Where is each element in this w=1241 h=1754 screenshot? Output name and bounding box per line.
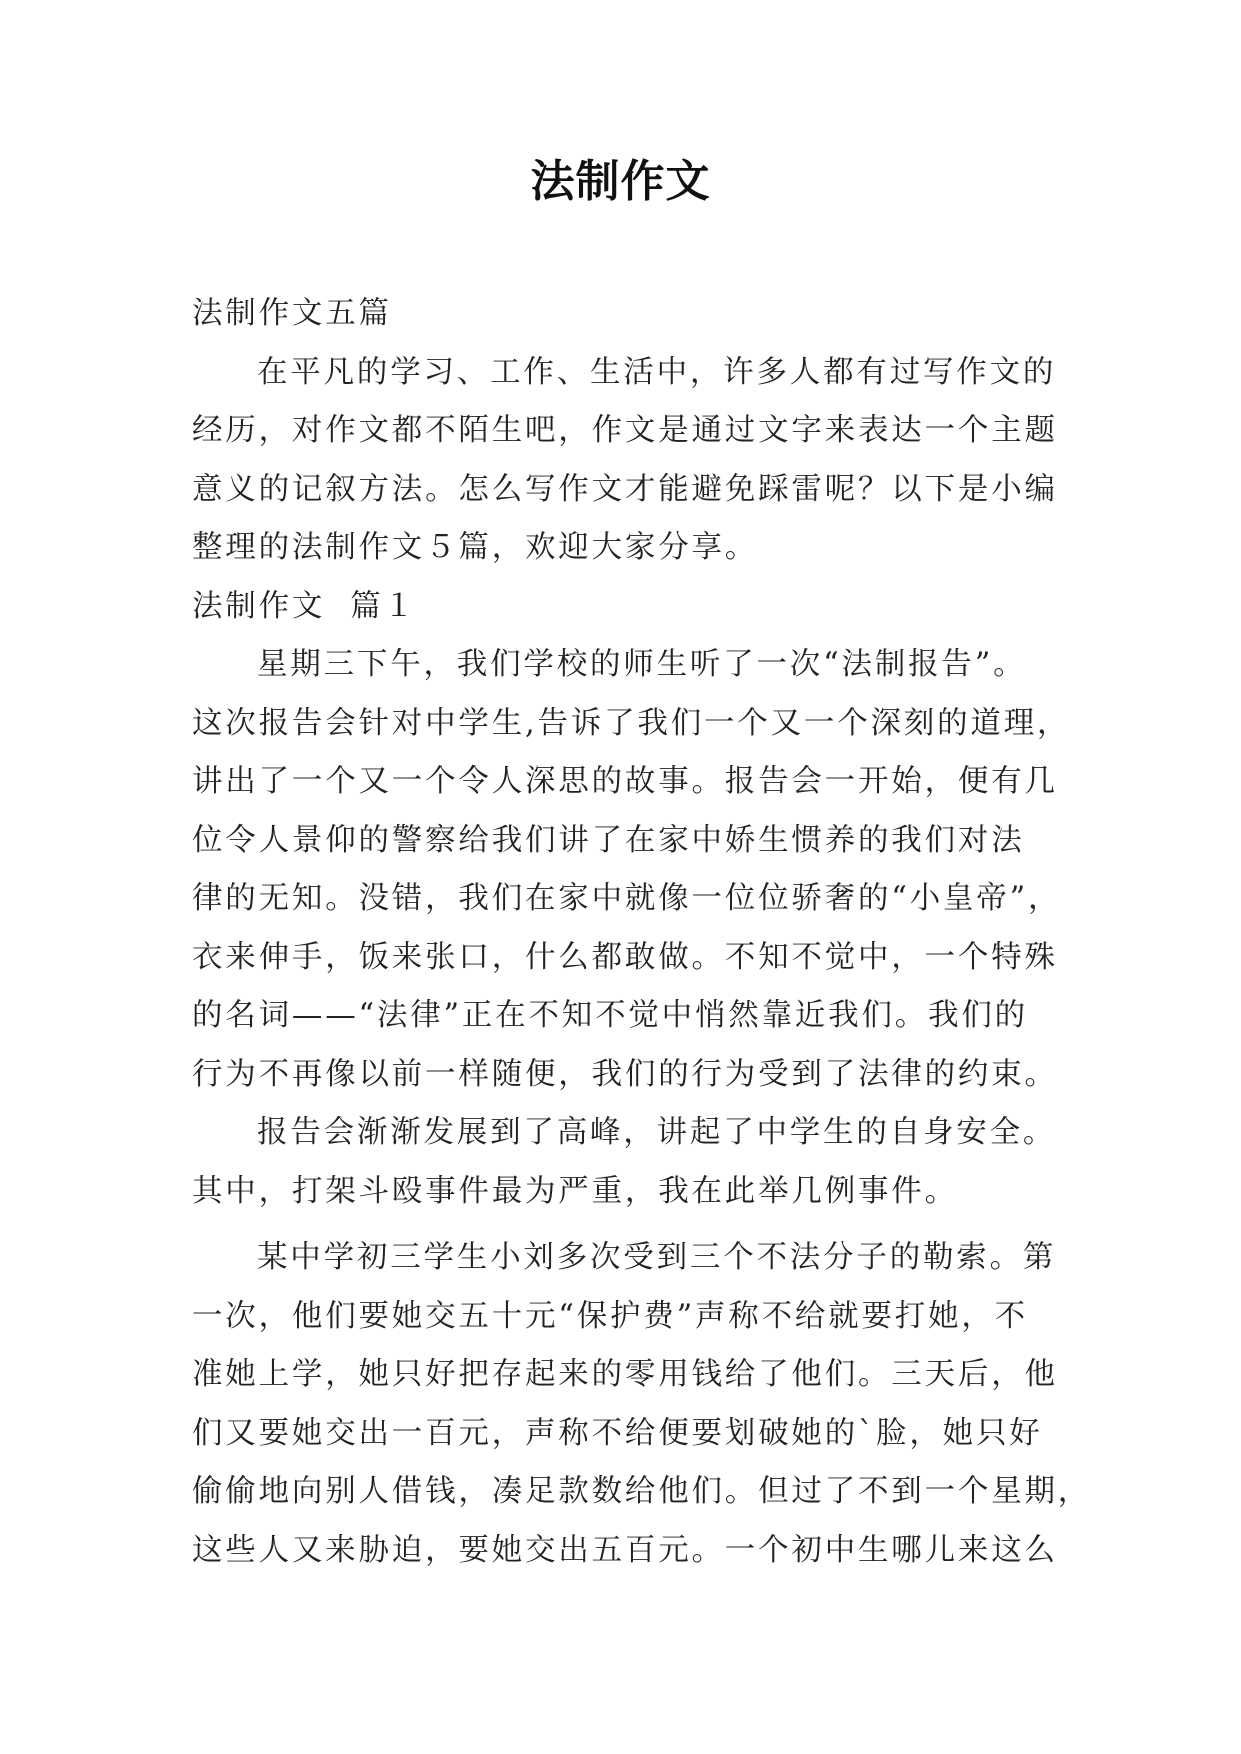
document-body [192, 285, 1092, 1580]
paragraph-line: 准她上学，她只好把存起来的零用钱给了他们。三天后，他 [192, 1357, 1058, 1392]
paragraph-line: 位令人景仰的警察给我们讲了在家中娇生惯养的我们对法 [192, 822, 1025, 858]
paragraph-line: 其中，打架斗殴事件最为严重，我在此举几例事件。 [192, 1173, 958, 1209]
intro-line: 在平凡的学习、工作、生活中，许多人都有过写作文的 [257, 354, 1057, 390]
essay-collection-heading: 法制作文五篇 [192, 296, 392, 331]
paragraph-line: 偷偷地向别人借钱，凑足款数给他们。但过了不到一个星期， [192, 1474, 1092, 1509]
paragraph-line: 星期三下午，我们学校的师生听了一次“法制报告”。 [257, 647, 1027, 682]
paragraph-line: 这些人又来胁迫，要她交出五百元。一个初中生哪儿来这么 [192, 1532, 1058, 1568]
section-heading: 法制作文 篇１ [192, 588, 417, 624]
paragraph-line: 讲出了一个又一个令人深思的故事。报告会一开始，便有几 [192, 764, 1058, 799]
paragraph-line: 律的无知。没错，我们在家中就像一位位骄奢的“小皇帝”， [192, 881, 1062, 916]
paragraph-line: 行为不再像以前一样随便，我们的行为受到了法律的约束。 [192, 1056, 1058, 1092]
paragraph-line: 这次报告会针对中学生,告诉了我们一个又一个深刻的道理， [192, 705, 1071, 741]
intro-line: 意义的记叙方法。怎么写作文才能避免踩雷呢？以下是小编 [192, 471, 1058, 507]
paragraph-line: 某中学初三学生小刘多次受到三个不法分子的勒索。第 [257, 1240, 1057, 1275]
paragraph-line: 报告会渐渐发展到了高峰，讲起了中学生的自身安全。 [257, 1115, 1057, 1150]
paragraph-line: 一次，他们要她交五十元“保护费”声称不给就要打她，不 [192, 1298, 1028, 1334]
paragraph-spacer [192, 1221, 1054, 1229]
paragraph-line: 们又要她交出一百元，声称不给便要划破她的`脸，她只好 [192, 1415, 1043, 1451]
intro-line: 整理的法制作文５篇，欢迎大家分享。 [192, 530, 759, 565]
document-title: 法制作文 [530, 156, 711, 207]
paragraph-line: 的名词——“法律”正在不知不觉中悄然靠近我们。我们的 [192, 998, 1028, 1033]
intro-line: 经历，对作文都不陌生吧，作文是通过文字来表达一个主题 [192, 413, 1058, 448]
paragraph-line: 衣来伸手，饭来张口，什么都敢做。不知不觉中，一个特殊 [192, 939, 1058, 975]
